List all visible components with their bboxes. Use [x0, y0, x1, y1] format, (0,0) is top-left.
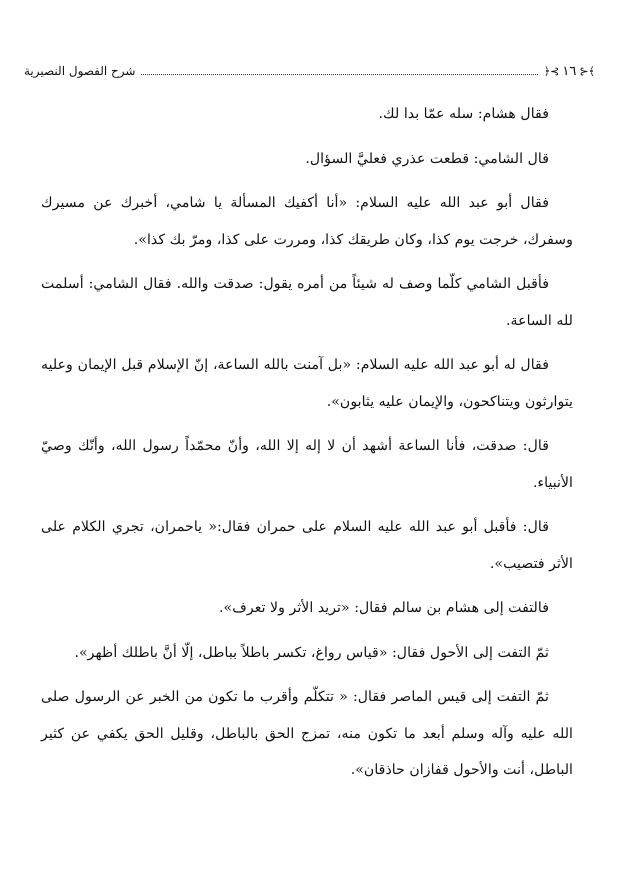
paragraph: فقال له أبو عبد الله عليه السلام: «بل آمنت بالله الساعة، إنّ الإسلام قبل الإيمان وعليه يتوارثون ويتناكحون، والإيمان عليه يثابون».	[41, 357, 573, 410]
page-number-block	[544, 65, 595, 78]
ornament-icon: ⊱﴿	[543, 64, 560, 78]
paragraph: فأقبل الشامي كلّما وصف له شيئاً من أمره يقول: صدقت والله. فقال الشامي: أسلمت لله الساعة.	[41, 276, 573, 329]
body-text	[41, 96, 573, 789]
paragraph: قال الشامي: قطعت عذري فعليَّ السؤال.	[305, 150, 549, 167]
running-title: شرح الفصول النصيرية	[24, 64, 136, 78]
leader-dots	[141, 73, 537, 75]
ornament-icon: ﴾⊰	[579, 64, 595, 78]
paragraph: ثمّ التفت إلى قيس الماصر فقال: « تتكلّم وأقرب ما تكون من الخبر عن الرسول صلى الله عليه وآله وسلم أبعد ما تكون منه، تمزج الحق بالباطل، وقليل الحق يكفي عن كثير الباطل، أنت والأحول قفازان حاذقان».	[41, 689, 573, 778]
paragraph: فالتفت إلى هشام بن سالم فقال: «تريد الأثر ولا تعرف».	[219, 600, 549, 616]
paragraph: فقال هشام: سله عمّا بدا لك.	[378, 106, 549, 122]
paragraph: قال: فأقبل أبو عبد الله عليه السلام على حمران فقال:« ياحمران، تجري الكلام على الأثر فتصيب».	[41, 519, 573, 572]
paragraph: فقال أبو عبد الله عليه السلام: «أنا أكفيك المسألة يا شامي، أخبرك عن مسيرك وسفرك، خرجت يوم كذا، وكان طريقك كذا، ومررت على كذا، ومرّ بك كذا».	[41, 195, 573, 248]
running-header	[24, 60, 595, 82]
paragraph: قال: صدقت، فأنا الساعة أشهد أن لا إله إلا الله، وأنّ محمّداً رسول الله، وأنّك وصيّ الأنبياء.	[41, 438, 573, 491]
page-number: ١٦	[562, 63, 577, 79]
paragraph: ثمّ التفت إلى الأحول فقال: «قياس رواغ، تكسر باطلاً بباطل، إلّا أنَّ باطلك أظهر».	[74, 644, 549, 661]
